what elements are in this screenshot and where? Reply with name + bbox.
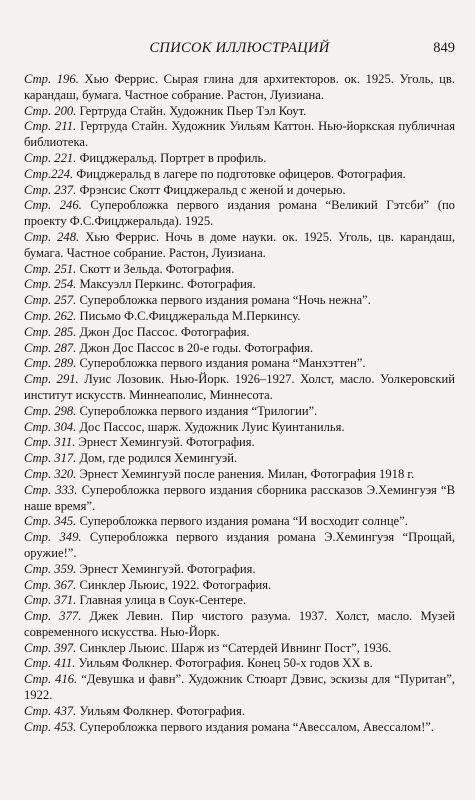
page-reference: Стр. 298. [24, 403, 77, 418]
illustration-caption: Эрнест Хемингуэй. Фотография. [79, 561, 256, 576]
illustration-caption: Суперобложка первого издания романа Э.Хемингуэя “Прощай, оружие!”. [24, 530, 456, 560]
page-reference: Стр. 200. [24, 103, 77, 118]
page-reference: Стр. 349. [24, 530, 82, 545]
list-item [24, 230, 455, 262]
illustration-caption: Фицджеральд в лагере по подготовке офицеров. Фотография. [76, 166, 406, 181]
illustration-caption: Хью Феррис. Сырая глина для архитекторов. ок. 1925. Уголь, цв. карандаш, бумага. Частное собрание. Растон, Луизиана. [24, 72, 456, 102]
list-item [24, 451, 455, 467]
list-item [24, 183, 455, 199]
illustration-caption: Джон Дос Пассос. Фотография. [79, 324, 250, 339]
list-item [24, 593, 455, 609]
page-reference: Стр. 377. [24, 609, 82, 624]
page-reference: Стр. 289. [24, 356, 77, 371]
illustration-caption: Джек Левин. Пир чистого разума. 1937. Холст, масло. Музей современного искусства. Нью-Йорк. [24, 609, 455, 639]
illustration-caption: Письмо Ф.С.Фицджеральда М.Перкинсу. [79, 308, 301, 323]
list-item [24, 356, 455, 372]
page-reference: Стр. 320. [24, 466, 77, 481]
page-reference: Стр. 397. [24, 640, 77, 655]
page-reference: Стр. 371. [24, 593, 77, 608]
illustration-caption: Суперобложка первого издания “Трилогии”. [79, 403, 318, 418]
list-item [24, 72, 455, 104]
list-item [24, 277, 455, 293]
list-item [24, 720, 455, 736]
illustrations-list [24, 72, 455, 735]
illustration-caption: Эрнест Хемингуэй. Фотография. [78, 435, 255, 450]
illustration-caption: Суперобложка первого издания романа “И восходит солнце”. [79, 514, 408, 529]
list-item [24, 404, 455, 420]
illustration-caption: Дом, где родился Хемингуэй. [79, 451, 238, 466]
illustration-caption: Максуэлл Перкинс. Фотография. [79, 277, 256, 292]
page-number: 849 [433, 40, 455, 56]
page-reference: Стр. 367. [24, 577, 77, 592]
page-reference: Стр. 287. [24, 340, 77, 355]
page-reference: Стр. 311. [24, 435, 76, 450]
illustration-caption: “Девушка и фавн”. Художник Стюарт Дэвис, эскизы для “Пуритан”, 1922. [24, 672, 455, 703]
page-reference: Стр. 359. [24, 561, 77, 576]
page-reference: Стр. 196. [24, 72, 79, 86]
list-item [24, 325, 455, 341]
page-reference: Стр. 333. [24, 482, 78, 497]
page-reference: Стр. 237. [24, 182, 77, 197]
illustration-caption: Джон Дос Пассос в 20-е годы. Фотография. [79, 340, 313, 355]
list-item [24, 704, 455, 720]
list-item [24, 372, 455, 404]
page-reference: Стр. 248. [24, 229, 80, 244]
illustration-caption: Гертруда Стайн. Художник Уильям Каттон. Нью-йоркская публичная библиотека. [24, 119, 456, 150]
page-reference: Стр. 251. [24, 261, 77, 276]
page-reference: Стр. 345. [24, 514, 77, 529]
list-item [24, 641, 455, 657]
page-reference: Стр. 411. [24, 656, 76, 671]
illustration-caption: Суперобложка первого издания сборника рассказов Э.Хемингуэя “В наше время”. [24, 482, 455, 513]
illustration-caption: Луис Лозовик. Нью-Йорк. 1926–1927. Холст, масло. Уолкеровский институт искусств. Миннеаполис, Миннесота. [24, 372, 455, 402]
illustration-caption: Гертруда Стайн. Художник Пьер Тэл Коут. [79, 103, 307, 118]
illustration-caption: Синклер Льюис, 1922. Фотография. [79, 577, 272, 592]
page-reference: Стр. 254. [24, 277, 77, 292]
list-item [24, 562, 455, 578]
list-item [24, 151, 455, 167]
page-reference: Стр. 317. [24, 451, 77, 466]
illustration-caption: Суперобложка первого издания романа “Авессалом, Авессалом!”. [79, 719, 435, 734]
list-item [24, 341, 455, 357]
page-reference: Стр. 211. [24, 119, 77, 134]
page-reference: Стр. 304. [24, 419, 77, 434]
list-item [24, 119, 455, 151]
page-title: СПИСОК ИЛЛЮСТРАЦИЙ [149, 40, 330, 56]
list-item [24, 609, 455, 641]
illustration-caption: Уильям Фолкнер. Фотография. [79, 703, 245, 718]
list-item [24, 293, 455, 309]
page-reference: Стр.224. [24, 166, 74, 181]
illustration-caption: Суперобложка первого издания романа “Великий Гэтсби” (по проекту Ф.С.Фицджеральда). 1925. [24, 198, 455, 229]
list-item [24, 514, 455, 530]
list-item [24, 578, 455, 594]
illustration-caption: Скотт и Зельда. Фотография. [79, 261, 235, 276]
list-item [24, 530, 455, 562]
page-reference: Стр. 221. [24, 150, 77, 165]
illustration-caption: Уильям Фолкнер. Фотография. Конец 50-х годов XX в. [78, 656, 373, 671]
page-reference: Стр. 291. [24, 372, 79, 387]
list-item [24, 309, 455, 325]
page-header [24, 40, 455, 58]
illustration-caption: Суперобложка первого издания романа “Манхэттен”. [79, 356, 366, 371]
page-reference: Стр. 285. [24, 324, 77, 339]
list-item [24, 420, 455, 436]
page-reference: Стр. 437. [24, 703, 77, 718]
list-item [24, 467, 455, 483]
list-item [24, 104, 455, 120]
illustration-caption: Синклер Льюис. Шарж из “Сатердей Ивнинг Пост”, 1936. [79, 640, 392, 655]
illustration-caption: Эрнест Хемингуэй после ранения. Милан, Фотография 1918 г. [79, 466, 415, 481]
page-reference: Стр. 453. [24, 719, 77, 734]
list-item [24, 435, 455, 451]
page-reference: Стр. 262. [24, 308, 77, 323]
list-item [24, 262, 455, 278]
illustration-caption: Фрэнсис Скотт Фицджеральд с женой и дочерью. [79, 182, 346, 197]
page-reference: Стр. 257. [24, 293, 77, 308]
illustration-caption: Дос Пассос, шарж. Художник Луис Куинтанилья. [79, 419, 345, 434]
page-reference: Стр. 246. [24, 198, 82, 213]
list-item [24, 672, 455, 704]
illustration-caption: Хью Феррис. Ночь в доме науки. ок. 1925. Уголь, цв. карандаш, бумага. Частное собрание. Растон, Луизиана. [24, 229, 455, 260]
list-item [24, 483, 455, 515]
illustration-caption: Главная улица в Соук-Сентере. [79, 593, 247, 608]
list-item [24, 656, 455, 672]
illustration-caption: Суперобложка первого издания романа “Ночь нежна”. [79, 293, 371, 308]
page-reference: Стр. 416. [24, 672, 78, 687]
list-item [24, 167, 455, 183]
list-item [24, 198, 455, 230]
illustration-caption: Фицджеральд. Портрет в профиль. [79, 150, 267, 165]
